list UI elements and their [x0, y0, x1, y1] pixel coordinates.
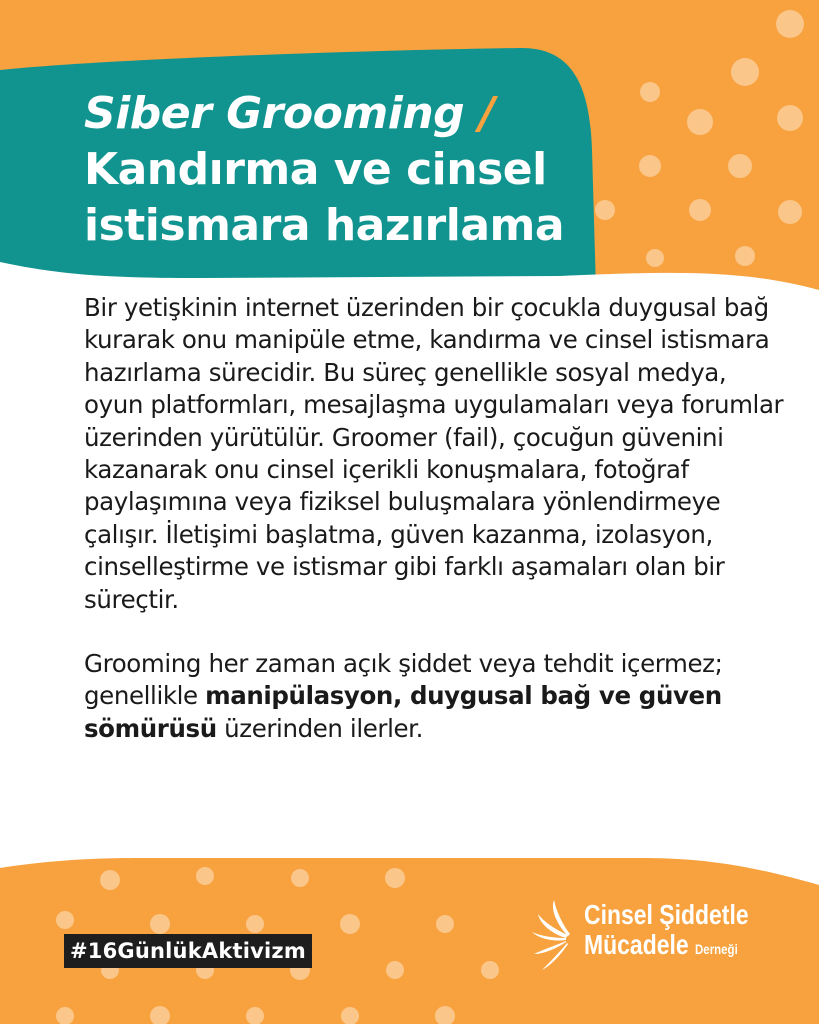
title-part1: Siber Grooming — [84, 88, 465, 139]
logo-line1: Cinsel Şiddetle — [584, 899, 749, 930]
paragraph-2-bold: manipülasyon, duygusal bağ ve güven sömürüsü — [84, 681, 722, 743]
organization-logo — [528, 892, 768, 982]
page-title — [84, 86, 584, 254]
paragraph-2-start: Grooming her zaman açık şiddet veya tehdit içermez; genellikle — [84, 649, 723, 711]
logo-rays-icon — [528, 896, 588, 976]
logo-line2 — [584, 930, 738, 964]
hashtag-badge: #16GünlükAktivizm — [64, 934, 312, 968]
title-part2: Kandırma ve cinsel istismara hazırlama — [84, 144, 565, 251]
paragraph-2-end: üzerinden ilerler. — [216, 713, 423, 743]
title-slash: / — [478, 88, 495, 139]
paragraph-2 — [84, 648, 784, 745]
paragraph-1: Bir yetişkinin internet üzerinden bir çocukla duygusal bağ kurarak onu manipüle etme, kandırma ve cinsel istismara hazırlama sürecidir. Bu süreç genellikle sosyal medya, oyun platformları, mesajlaşma uygulamaları veya forumlar üzerinden yürütülür. Groomer (fail), çocuğun güvenini kazanarak onu cinsel içerikli konuşmalara, fotoğraf paylaşımına veya fiziksel buluşmalara yönlendirmeye çalışır. İletişimi başlatma, güven kazanma, izolasyon, cinselleştirme ve istismar gibi farklı aşamaları olan bir süreçtir. — [84, 293, 784, 614]
logo-line2-main: Mücadele — [584, 929, 689, 960]
logo-line2-small: Derneği — [695, 941, 738, 957]
body-text — [84, 292, 784, 745]
